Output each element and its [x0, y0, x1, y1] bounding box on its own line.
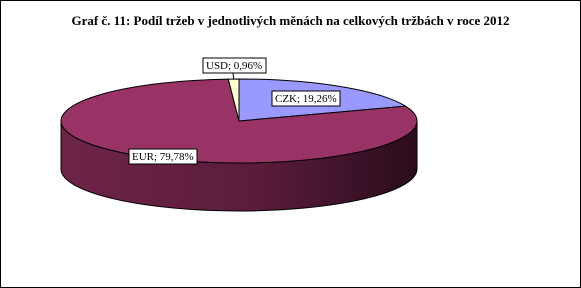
data-label-usd: [203, 58, 266, 73]
svg-text:EUR; 79,78%: EUR; 79,78%: [132, 151, 194, 163]
leader-line-usd: [233, 73, 234, 79]
svg-text:USD; 0,96%: USD; 0,96%: [206, 60, 263, 72]
data-label-czk: [272, 91, 340, 106]
chart-title: Graf č. 11: Podíl tržeb v jednotlivých měnách na celkových tržbách v roce 2012: [71, 13, 510, 28]
pie-chart: [1, 1, 580, 287]
data-label-eur: [129, 149, 197, 164]
svg-text:CZK; 19,26%: CZK; 19,26%: [275, 93, 337, 105]
